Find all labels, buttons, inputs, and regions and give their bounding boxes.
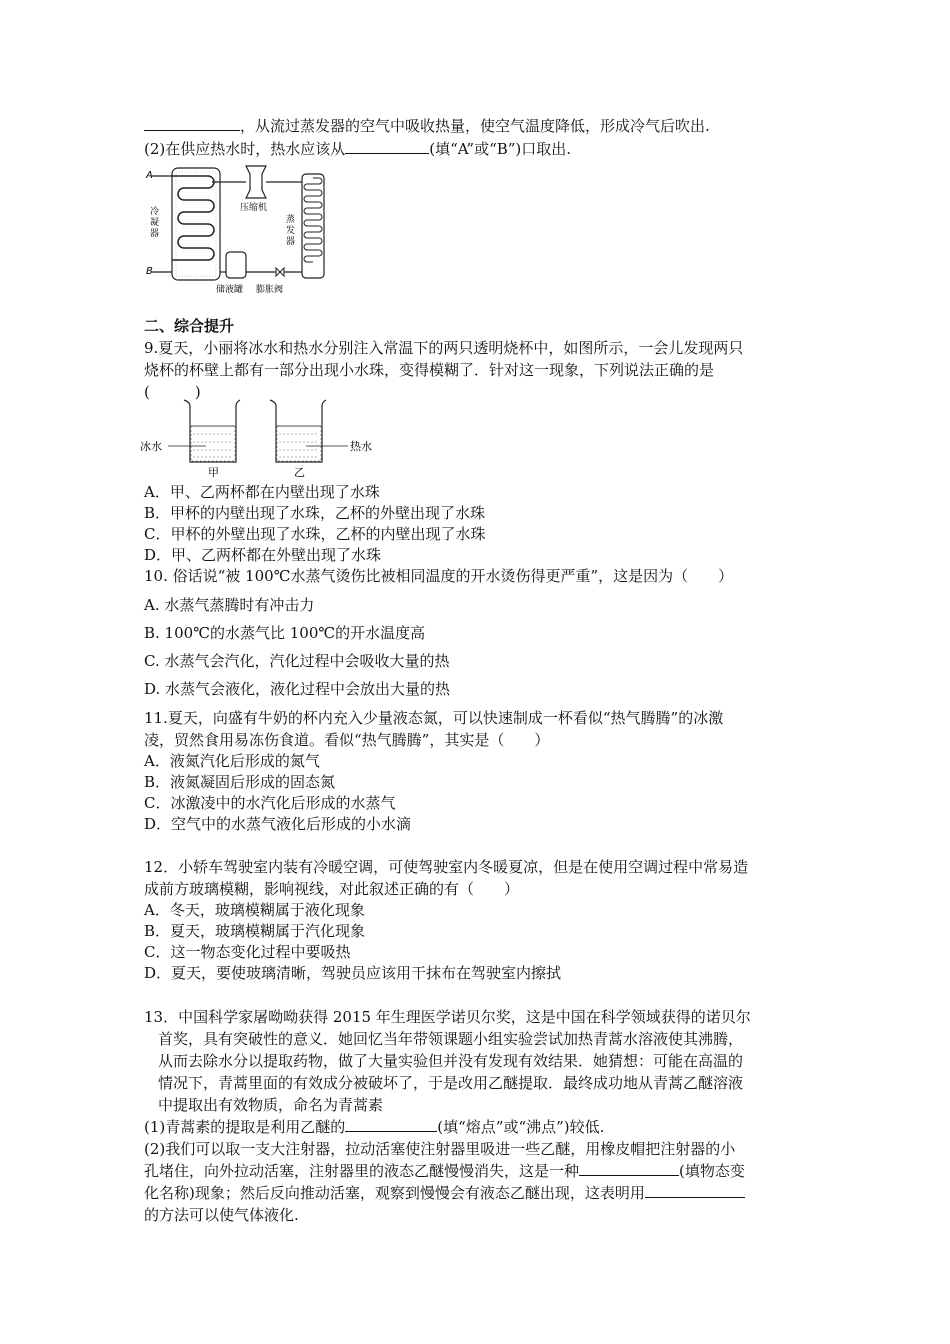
q10-option-a: A. 水蒸气蒸腾时有冲击力 <box>144 596 315 614</box>
evaporator-label-3: 器 <box>286 237 296 247</box>
q11-option-b: B．液氮凝固后形成的固态氮 <box>144 773 336 791</box>
condenser-label-1: 冷 <box>150 207 160 217</box>
q9-line-1: 9.夏天，小丽将冰水和热水分别注入常温下的两只透明烧杯中，如图所示，一会儿发现两只 <box>144 339 744 357</box>
q12-option-c: C．这一物态变化过程中要吸热 <box>144 943 351 961</box>
q9-option-c: C．甲杯的外壁出现了水珠，乙杯的内壁出现了水珠 <box>144 525 486 543</box>
q12-line-2: 成前方玻璃模糊，影响视线，对此叙述正确的有（ ） <box>144 880 520 898</box>
line-01 <box>144 116 710 136</box>
q13-sub2-line-4: 的方法可以使气体液化. <box>144 1206 299 1224</box>
answer-blank <box>579 1161 679 1176</box>
text: (2)在供应热水时，热水应该从 <box>144 140 346 158</box>
q13-line-1: 13．中国科学家屠呦呦获得 2015 年生理医学诺贝尔奖，这是中国在科学领域获得的诺贝尔 <box>144 1008 751 1026</box>
answer-blank <box>345 1117 437 1132</box>
text: ，从流过蒸发器的空气中吸收热量，使空气温度降低，形成冷气后吹出. <box>240 117 710 135</box>
condenser-label-3: 器 <box>150 229 160 239</box>
yi-label: 乙 <box>294 466 305 478</box>
q13-line-4: 情况下，青蒿里面的有效成分被破坏了，于是改用乙醚提取．最终成功地从青蒿乙醚溶液 <box>158 1074 744 1092</box>
hot-water-label: 热水 <box>350 440 372 453</box>
q9-option-a: A．甲、乙两杯都在内壁出现了水珠 <box>144 483 380 501</box>
valve-label: 膨胀阀 <box>256 285 284 295</box>
q10-stem: 10. 俗话说“被 100℃水蒸气烫伤比被相同温度的开水烫伤得更严重”，这是因为（ ） <box>144 567 734 585</box>
q12-option-a: A．冬天，玻璃模糊属于液化现象 <box>144 901 365 919</box>
text: 化名称)现象；然后反向推动活塞，观察到慢慢会有液态乙醚出现，这表明用 <box>144 1184 645 1202</box>
q9-line-3: ( ) <box>144 383 201 401</box>
beaker-jia <box>184 400 240 462</box>
q13-sub2-line-1: (2)我们可以取一支大注射器，拉动活塞使注射器里吸进一些乙醚，用橡皮帽把注射器的小 <box>144 1140 736 1158</box>
answer-blank <box>144 116 240 131</box>
q11-line-1: 11.夏天，向盛有牛奶的杯内充入少量液态氮，可以快速制成一杯看似“热气腾腾”的冰激 <box>144 709 724 727</box>
q11-line-2: 凌，贸然食用易冻伤食道。看似“热气腾腾”，其实是（ ） <box>144 731 550 749</box>
q13-line-2: 首奖，具有突破性的意义．她回忆当年带领课题小组实验尝试加热青蒿水溶液使其沸腾， <box>158 1030 744 1048</box>
answer-blank <box>645 1183 745 1198</box>
q9-line-2: 烧杯的杯壁上都有一部分出现小水珠，变得模糊了．针对这一现象，下列说法正确的是 <box>144 361 715 379</box>
section-heading: 二、综合提升 <box>144 317 235 335</box>
q10-option-b: B. 100℃的水蒸气比 100℃的开水温度高 <box>144 624 426 642</box>
beakers-diagram <box>140 396 390 478</box>
expansion-valve-icon <box>276 268 284 276</box>
q13-sub1 <box>144 1117 604 1137</box>
evaporator-label-2: 发 <box>286 226 296 236</box>
ice-water-label: 冰水 <box>140 440 162 453</box>
port-a-label: A <box>146 170 153 181</box>
q13-sub2-line-3 <box>144 1183 745 1203</box>
q12-line-1: 12．小轿车驾驶室内装有冷暖空调，可使驾驶室内冬暖夏凉，但是在使用空调过程中常易造 <box>144 858 749 876</box>
q9-option-d: D．甲、乙两杯都在外壁出现了水珠 <box>144 546 382 564</box>
heat-pump-diagram <box>142 160 342 298</box>
q13-line-5: 中提取出有效物质，命名为青蒿素 <box>158 1096 384 1114</box>
answer-blank <box>345 139 429 154</box>
condenser-label-2: 凝 <box>150 218 160 228</box>
q11-option-c: C．冰激凌中的水汽化后形成的水蒸气 <box>144 794 396 812</box>
q9-option-b: B．甲杯的内壁出现了水珠，乙杯的外壁出现了水珠 <box>144 504 486 522</box>
text: (填物态变 <box>679 1162 745 1180</box>
q13-line-3: 从而去除水分以提取药物，做了大量实验但并没有发现有效结果．她猜想：可能在高温的 <box>158 1052 744 1070</box>
text: 孔堵住，向外拉动活塞，注射器里的液态乙醚慢慢消失，这是一种 <box>144 1162 580 1180</box>
q10-option-d: D. 水蒸气会液化，液化过程中会放出大量的热 <box>144 680 451 698</box>
q13-sub2-line-2 <box>144 1161 745 1181</box>
q10-option-c: C. 水蒸气会汽化，汽化过程中会吸收大量的热 <box>144 652 450 670</box>
text: (填“A”或“B”)口取出. <box>429 140 572 158</box>
evaporator-label-1: 蒸 <box>286 215 296 225</box>
port-b-label: B <box>146 266 153 277</box>
text: (1)青蒿素的提取是利用乙醚的 <box>144 1118 346 1136</box>
storage-tank-icon <box>226 252 246 278</box>
compressor-label: 压缩机 <box>240 203 268 213</box>
q11-option-d: D．空气中的水蒸气液化后形成的小水滴 <box>144 815 412 833</box>
q12-option-d: D．夏天，要使玻璃清晰，驾驶员应该用干抹布在驾驶室内擦拭 <box>144 964 562 982</box>
line-02 <box>144 139 571 159</box>
beaker-yi <box>270 400 326 462</box>
q11-option-a: A．液氮汽化后形成的氮气 <box>144 752 320 770</box>
tank-label: 储液罐 <box>216 285 244 295</box>
jia-label: 甲 <box>208 466 219 478</box>
q12-option-b: B．夏天，玻璃模糊属于汽化现象 <box>144 922 366 940</box>
compressor-icon <box>246 166 266 198</box>
text: (填“熔点”或“沸点”)较低. <box>437 1118 605 1136</box>
